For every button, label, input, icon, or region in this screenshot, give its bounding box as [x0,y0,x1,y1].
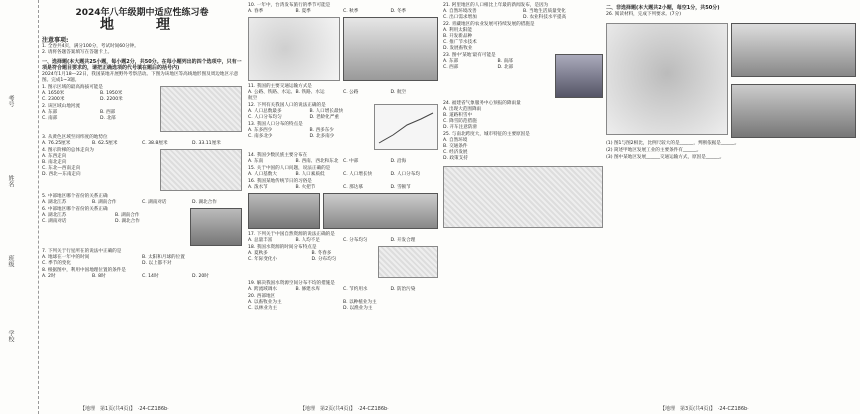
binding-label-class: 班级 [7,255,14,267]
option: D. 发展畜牧业 [443,46,473,51]
footer-code: ·24-CZ186b· [357,406,389,412]
question-16: 16. 我国某地传统节日的习俗是 [248,179,312,184]
option: B. 62.5厘米 [92,141,118,146]
option: D. 开发合理 [390,238,416,243]
question-18: 18. 我国水资源的时间分布特点是 [248,245,317,250]
option: C. 2300米 [42,97,65,102]
option: B. 火把节 [295,185,316,190]
option: D. 北部 [497,65,514,70]
option: C. 降雪防范措施 [443,119,477,124]
question-5: 5. 中部地区哪个省份的关系正确 [42,194,108,199]
column-3 [443,2,603,400]
question-2: 2. 该区域山地河流 [42,104,81,109]
footer-page-label: 【地理 第2页(共4页)】 [300,406,353,412]
option: C. 西部 [443,65,459,70]
question-20: 20. 西部地区 [248,294,276,299]
option: B. 西部 [100,110,116,115]
option: B. 当地生活质量变化 [523,9,566,14]
footer-page-1 [80,405,169,412]
question-1: 1. 图示区域的最高海拔可能是 [42,85,103,90]
option: C. 分布均匀 [343,238,368,243]
note-item: 1. 全卷共4页，满分100分，考试时间60分钟。 [42,44,139,49]
question-17: 17. 下列关于中国自然资源的说法正确的是 [248,232,335,237]
option: C. 南部 [42,116,58,121]
exam-title: 2024年八年级期中适应性练习卷 [75,8,209,18]
binding-label-school: 学校 [7,330,14,342]
binding-margin [0,0,39,414]
question-26-sub-1: (1) 图1与图2相比，比例尺较大的是______，判断依据是______。 [606,141,740,146]
question-15: 15. 关于中国的人口问题，说法正确的是 [248,166,331,171]
contour-map-figure [160,86,242,132]
option: D. 冬季 [390,9,407,14]
question-intro: 2024年1月18—22日，我国某地开展野外考察活动。下图为该地区等高线地形图及周边地区示意图。完成1~3题。 [42,72,239,83]
option: A. 夏秋多 [248,251,268,256]
option: B. 湖南合作 [115,213,140,218]
option: A. 湖北江苏 [42,213,67,218]
option: C. 秋季 [343,9,359,14]
option: D. 33.11厘米 [192,141,221,146]
exam-subject: 地 理 [100,17,184,33]
option: A. 出现大范围降雨 [443,107,482,112]
option: A. 自然环境 [443,138,468,143]
greenhouse-photo [343,17,438,81]
option: A. 总量丰富 [248,238,273,243]
option: A. 2时 [42,274,56,279]
question-10: 10. 一年中，台湾发布旅行的季节可能是 [248,3,331,8]
festival-photo-1 [248,193,320,229]
option: B. 人口增长最快 [309,109,344,114]
option: A. 76.25厘米 [42,141,71,146]
question-12: 12. 下列有关我国人口的说法正确的是 [248,103,326,108]
blank-figure [443,166,603,228]
option: C. 季节的变化 [42,261,72,266]
option: A. 跨流域调水 [248,287,277,292]
option: A. 人口基数大 [248,172,277,177]
question-26-sub-2: (2) 简述甲地区发展工业的主要条件有______。 [606,148,702,153]
option: B. 南部 [497,59,513,64]
option: B. 太阳和月球的位置 [142,255,185,260]
option: B. 夏季 [295,9,311,14]
footer-page-label: 【地理 第1页(共4页)】 [80,406,133,412]
festival-photo-2 [323,193,438,229]
option: B. 湖南合作 [92,200,117,205]
option: C. 南多北少 [248,134,273,139]
option: C. 湖南对话 [42,219,67,224]
option: D. 老龄化严重 [309,115,339,120]
question-25: 25. 与南北跨度大，城市特征的主要原因是 [443,132,530,137]
option: A. 利用太阳能 [443,28,472,33]
question-19: 19. 解决我国水资源空间分布不均的措施是 [248,281,335,286]
china-map-figure [248,17,340,81]
column-4 [606,2,856,400]
footer-code: ·24-CZ186b· [137,406,169,412]
option: D. 沿海 [390,159,407,164]
option: D. 雪顿节 [390,185,411,190]
option: D. 开车注意防滑 [443,125,478,130]
option: A. 以畜牧业为主 [248,300,282,305]
option: B. 西南、西北和东北 [295,159,339,164]
option: A. 湖北江苏 [42,200,67,205]
option: D. 农业科技水平提高 [523,15,567,20]
tower-photo [190,208,242,246]
option: B. 开发新品种 [443,34,473,39]
option: A. 人口总数最多 [248,109,282,114]
option: C. 人口增长快 [343,172,373,177]
terrain-figure [160,149,242,191]
section-1-heading: 一、选择题(本大题共25小题，每小题2分，共50分。在每小题列出的四个选项中，只有一项是符合题目要求的，请把正确选项的代号填在题后的括号内) [42,59,242,71]
option: D. 湖北合作 [115,219,140,224]
footer-page-label: 【地理 第3页(共4页)】 [660,406,713,412]
column-2 [248,2,438,400]
option: C. 那达慕 [343,185,363,190]
option: C. 东北—西南走向 [42,166,81,171]
option: B. 南北走向 [42,160,67,165]
footer-code: ·24-CZ186b· [717,406,749,412]
option: D. 湖北合作 [192,200,217,205]
question-24: 24. 福建省气象服务中心预报的降雨量 [443,101,521,106]
section-2-heading: 二、非选择题(本大题共2小题，每空1分，共50分) [606,5,720,11]
option: A. 东部 [42,110,58,115]
notes-heading: 注意事项: [42,37,69,44]
option: D. 人口分布均 [390,172,420,177]
option: B. 道路积雪中 [443,113,473,118]
binding-label-name: 姓名 [7,175,14,187]
option: A. 公路、铁路、水运、航空 [248,90,296,101]
option: B. 人均不足 [295,238,320,243]
option: D. 北多南少 [309,134,335,139]
option: C. 节约用水 [343,287,368,292]
landscape-photo [555,54,603,98]
option: A. 自然环境改善 [443,9,477,14]
question-3: 3. 从黄色区域至同纬度的地势位 [42,135,108,140]
column-1 [42,2,242,400]
question-21: 21. 阿里地区的人口相比上年最的新闻发布，是因为 [443,3,549,8]
option: A. 东部 [443,59,459,64]
question-7: 7. 下列关于行星所在的说法中正确的是 [42,249,122,254]
option: D. 以渔业为主 [343,306,373,311]
question-23: 23. 图中'某地'最有可能是 [443,53,496,58]
option: D. 航空 [390,90,407,95]
question-8: 8. 根据图中，利用中国地理位置的条件是 [42,268,126,273]
option: C. 湖南对话 [142,200,167,205]
option: D. 分布均匀 [311,257,337,262]
option: D. 政策支持 [443,156,468,161]
option: D. 北部 [100,116,116,121]
question-11: 11. 我国的主要交通运输方式是 [248,84,312,89]
question-13: 13. 我国人口分布的特点是 [248,122,303,127]
binding-label-id: 考号 [7,95,14,107]
option: B. 冬春多 [311,251,332,256]
option: B. 1950米 [100,91,123,96]
question-14: 14. 我国少数民族主要分布在 [248,153,308,158]
population-line-figure [374,104,438,150]
industry-photo-1 [731,23,856,77]
option: B. 铁路、水运 [295,90,325,95]
option: C. 出口需求增加 [443,15,477,20]
option: B. 以种植业为主 [343,300,377,305]
option: D. 2200米 [100,97,123,102]
option: A. 春季 [248,9,264,14]
option: C. 以林业为主 [248,306,278,311]
region-map-figure [378,246,438,278]
option: A. 东多西少 [248,128,273,133]
option: C. 公路 [343,90,359,95]
option: C. 中部 [343,159,359,164]
option: D. 以上都不对 [142,261,172,266]
question-26-sub-3: (3) 图中某地区发展______交通运输方式，原因是______。 [606,155,725,160]
option: D. 西北—东南走向 [42,172,81,177]
option: C. 经济发展 [443,150,468,155]
trend-line-icon [375,105,437,149]
option: A. 泼水节 [248,185,268,190]
option: D. 20时 [192,274,209,279]
option: B. 修建水库 [295,287,320,292]
footer-page-3 [660,405,749,412]
option: C. 38.8厘米 [142,141,168,146]
industry-photo-2 [731,84,856,138]
option: A. 东南 [248,159,264,164]
option: B. 人口素质低 [295,172,325,177]
china-region-map [606,23,728,135]
option: D. 防治污染 [390,287,416,292]
option: C. 14时 [142,274,159,279]
note-item: 2. 请将各题答案填写在答题卡上。 [42,50,113,55]
option: B. 西多东少 [309,128,334,133]
question-4: 4. 图示阶梯的总体走向为 [42,148,94,153]
option: A. 地球在一年中的时间 [42,255,90,260]
option: C. 人口分布均匀 [248,115,282,120]
option: C. 年际变化小 [248,257,278,262]
option: B. 交通条件 [443,144,468,149]
question-6: 6. 中部地区哪个省份的关系正确 [42,207,108,212]
option: A. 1650米 [42,91,65,96]
question-26: 26. 阅读材料，完成下列要求。(7分) [606,12,681,17]
option: A. 东西走向 [42,154,67,159]
option: C. 推广节水技术 [443,40,477,45]
option: B. 8时 [92,274,106,279]
footer-page-2 [300,405,389,412]
question-22: 22. 青藏地区的农业发展可持续发展的措施是 [443,22,535,27]
